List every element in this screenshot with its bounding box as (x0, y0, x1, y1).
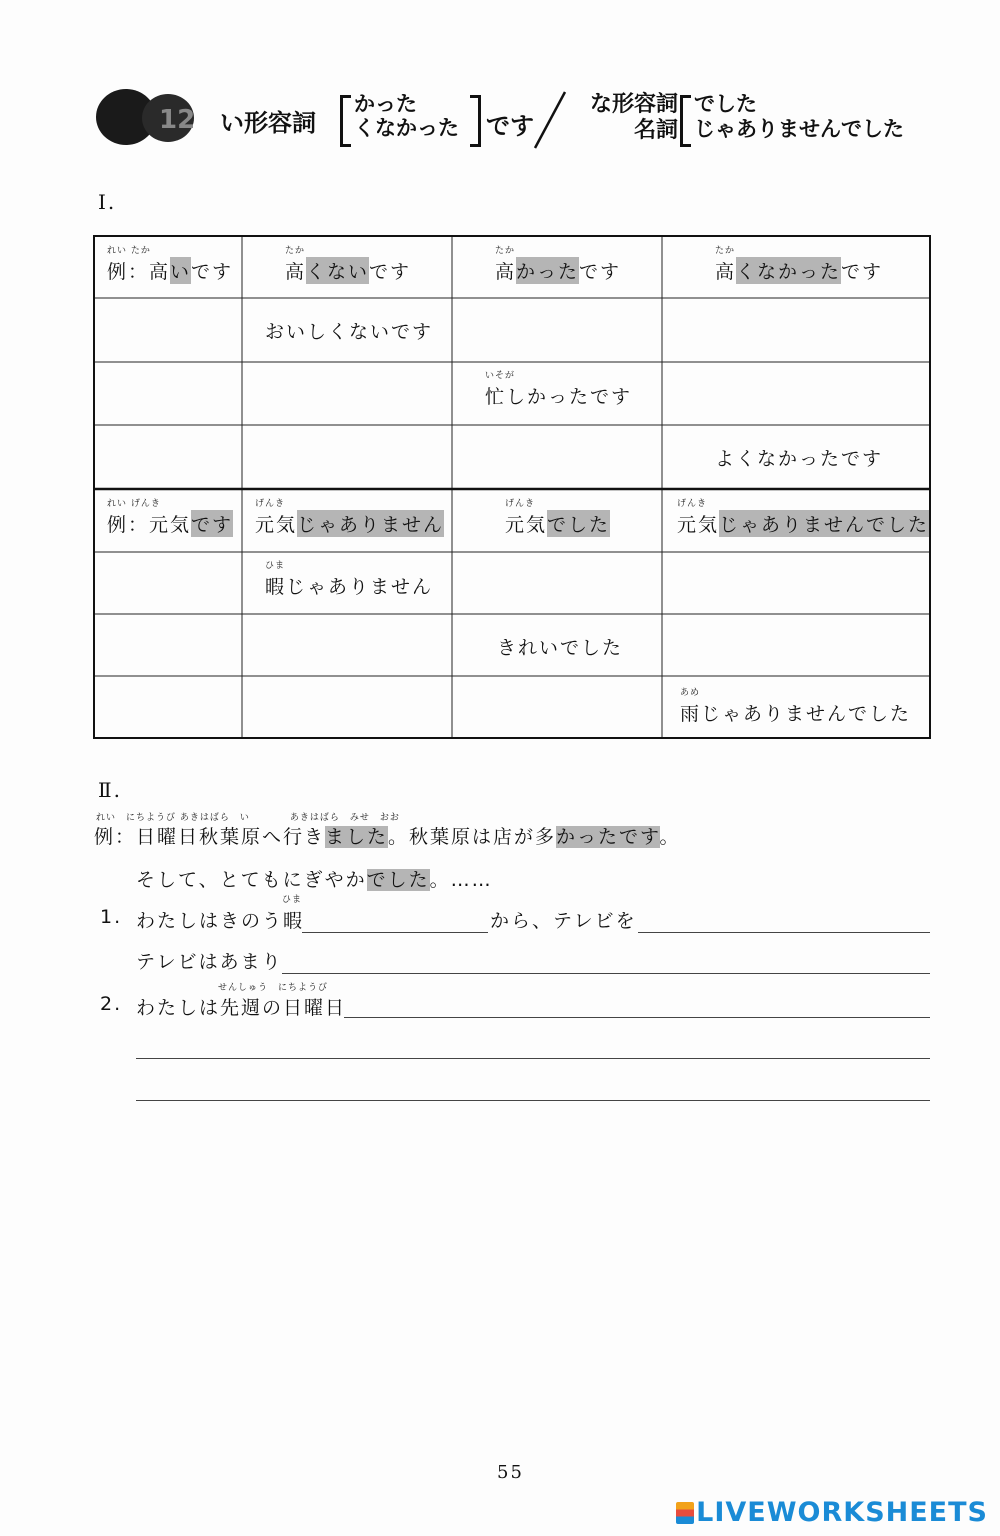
answer-blank-1a[interactable] (302, 932, 488, 933)
cell-ame-ja-arimasen-deshita: あめ 雨じゃありませんでした (680, 688, 912, 725)
left-bracket-close (470, 95, 481, 147)
example-sentence-1: 例：日曜日秋葉原へ行きました。秋葉原は店が多かったです。 (94, 826, 681, 848)
example-cell-genki-deshita: げんき 元気 でした (505, 499, 611, 536)
example-cell-takakatta: たか 高 かった です (495, 246, 622, 283)
answer-blank-2a[interactable] (344, 1017, 930, 1018)
cell-isogashikatta: いそが 忙しかったです (485, 371, 633, 408)
cell-yokunakatta: よくなかったです (715, 448, 884, 470)
example-cell-genki-ja-arimasen: げんき 元気 じゃありません (255, 499, 445, 536)
example-furigana: れい にちようび あきはばら い あきはばら みせ おお (96, 813, 400, 823)
question-1-text-b: から、テレビを (490, 910, 637, 932)
example-sentence-2: そして、とてもにぎやかでした。…… (136, 869, 493, 891)
header-na-adjective-noun: な形容詞 名詞 (589, 92, 678, 143)
question-1-text-a: ひま わたしはきのう暇 (136, 895, 305, 932)
conjugation-table (93, 235, 931, 739)
cell-kirei-deshita: きれいでした (497, 637, 624, 659)
answer-blank-1c[interactable] (282, 973, 930, 974)
question-2-number: 2. (100, 993, 123, 1015)
lesson-number-badge (96, 88, 206, 146)
section-2-label: Ⅱ. (98, 778, 122, 802)
table-grid (95, 237, 929, 737)
header-left-bracket-content: かった くなかった (354, 92, 459, 140)
right-bracket (680, 95, 691, 147)
header-desu: です (486, 112, 534, 140)
cell-oishikunai: おいしくないです (265, 321, 434, 343)
header-i-adjective: い形容詞 (220, 109, 316, 137)
section-1-label: Ⅰ. (98, 190, 117, 214)
page-number: 55 (497, 1462, 524, 1483)
question-2-text: わたしは先週の日曜日 (136, 997, 347, 1019)
liveworksheets-logo[interactable]: LIVEWORKSHEETS (676, 1497, 988, 1528)
answer-blank-2b[interactable] (136, 1058, 930, 1059)
question-1-number: 1. (100, 906, 123, 928)
logo-icon (676, 1502, 694, 1524)
question-1-text-c: テレビはあまり (136, 951, 283, 973)
question-2-furigana: せんしゅう にちようび (218, 983, 329, 993)
answer-blank-1b[interactable] (638, 932, 930, 933)
cell-hima-ja-arimasen: ひま 暇じゃありません (265, 561, 434, 598)
left-bracket (340, 95, 351, 147)
slash-divider (530, 88, 570, 152)
example-cell-genki-ja-arimasen-deshita: げんき 元気 じゃありませんでした (677, 499, 930, 536)
svg-text:12: 12 (159, 105, 196, 135)
example-cell-takakunakatta: たか 高 くなかった です (715, 246, 884, 283)
example-cell-takai: れい たか 例：高 い です (107, 246, 234, 283)
example-cell-takakunai: たか 高 くない です (285, 246, 412, 283)
header-right-bracket-content: でした じゃありませんでした (694, 92, 904, 141)
example-cell-genki: れい げんき 例：元気 です (107, 499, 234, 536)
answer-blank-2c[interactable] (136, 1100, 930, 1101)
